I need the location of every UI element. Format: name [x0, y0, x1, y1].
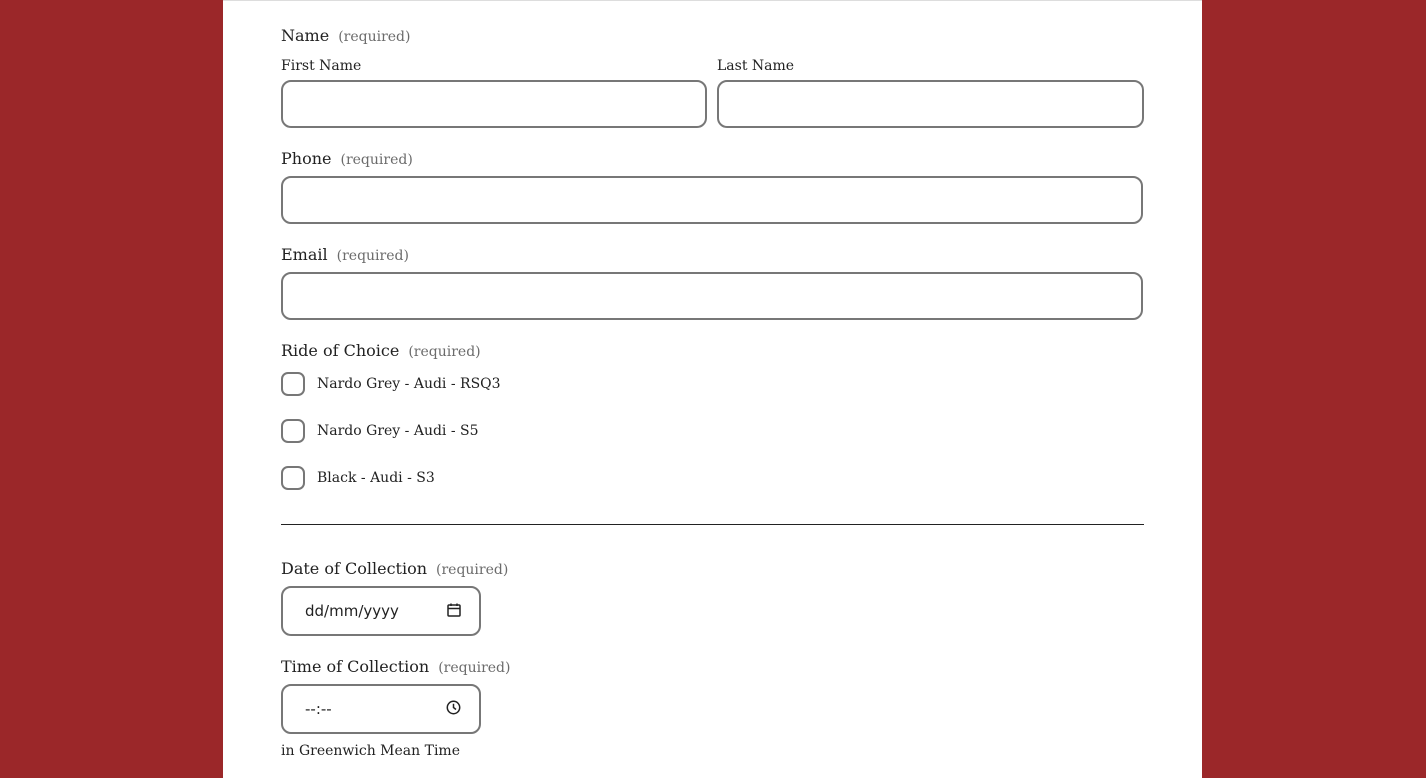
clock-icon[interactable] — [446, 700, 461, 719]
name-label: Name — [281, 26, 330, 45]
ride-option-s3[interactable] — [281, 466, 435, 490]
s5-label[interactable]: Nardo Grey - Audi - S5 — [317, 423, 479, 439]
first-name-label: First Name — [281, 58, 362, 74]
rsq3-label[interactable]: Nardo Grey - Audi - RSQ3 — [317, 376, 501, 392]
email-required-note: (required) — [336, 248, 409, 264]
date-label: Date of Collection — [281, 559, 428, 578]
name-group-label — [281, 26, 410, 45]
time-required-note: (required) — [438, 660, 511, 676]
email-input[interactable] — [281, 272, 1143, 320]
rsq3-checkbox[interactable] — [281, 372, 305, 396]
date-group-label — [281, 559, 508, 578]
ride-required-note: (required) — [408, 344, 481, 360]
phone-group-label — [281, 149, 413, 168]
last-name-label: Last Name — [717, 58, 795, 74]
phone-label: Phone — [281, 149, 332, 168]
ride-label: Ride of Choice — [281, 341, 400, 360]
time-group-label — [281, 657, 510, 676]
ride-option-rsq3[interactable] — [281, 372, 501, 396]
name-required-note: (required) — [338, 29, 411, 45]
time-placeholder: --:-- — [305, 700, 332, 718]
ride-option-s5[interactable] — [281, 419, 479, 443]
last-name-input[interactable] — [717, 80, 1144, 128]
email-label: Email — [281, 245, 328, 264]
phone-required-note: (required) — [340, 152, 413, 168]
s5-checkbox[interactable] — [281, 419, 305, 443]
s3-checkbox[interactable] — [281, 466, 305, 490]
time-label: Time of Collection — [281, 657, 430, 676]
date-input[interactable] — [281, 586, 481, 636]
section-divider — [281, 524, 1144, 525]
calendar-icon[interactable] — [447, 602, 461, 621]
phone-input[interactable] — [281, 176, 1143, 224]
ride-group-label — [281, 341, 481, 360]
s3-label[interactable]: Black - Audi - S3 — [317, 470, 435, 486]
date-required-note: (required) — [436, 562, 509, 578]
date-placeholder: dd/mm/yyyy — [305, 602, 399, 620]
form-panel — [223, 0, 1202, 778]
timezone-hint: in Greenwich Mean Time — [281, 743, 460, 759]
time-input[interactable] — [281, 684, 481, 734]
first-name-input[interactable] — [281, 80, 707, 128]
email-group-label — [281, 245, 409, 264]
